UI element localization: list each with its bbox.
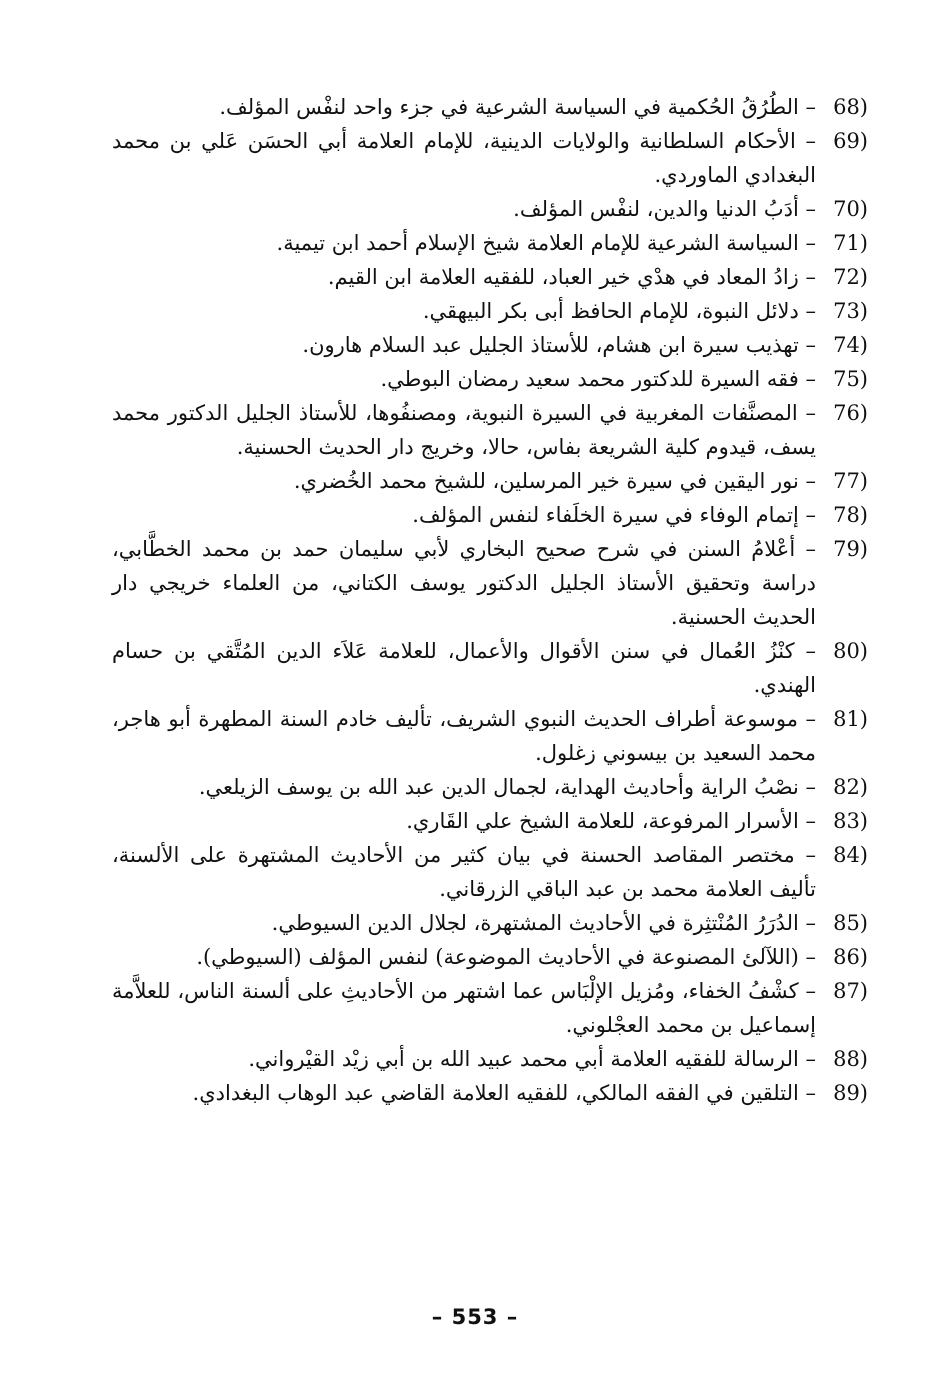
bibliography-entry bbox=[112, 532, 868, 634]
entry-text: – الرسالة للفقيه العلامة أبي محمد عبيد الله بن أبي زيْد القيْرواني. bbox=[248, 1047, 816, 1071]
entry-number: 78) bbox=[833, 503, 868, 527]
entry-text: – نور اليقين في سيرة خير المرسلين، للشيخ محمد الخُضري. bbox=[293, 469, 816, 493]
entry-text: – الأحكام السلطانية والولايات الدينية، للإمام العلامة أبي الحسَن عَلي بن محمد البغدادي الماوردي. bbox=[112, 129, 816, 187]
bibliography-entry bbox=[112, 328, 868, 362]
bibliography-entry bbox=[112, 974, 868, 1042]
entry-text: – زادُ المعاد في هدْي خير العباد، للفقيه العلامة ابن القيم. bbox=[327, 265, 816, 289]
entry-text: – أعْلامُ السنن في شرح صحيح البخاري لأبي سليمان حمد بن محمد الخطَّابي، دراسة وتحقيق الأستاذ الجليل الدكتور يوسف الكتاني، من العلماء خريجي دار الحديث الحسنية. bbox=[112, 537, 816, 629]
entry-text: – كنْزُ العُمال في سنن الأقوال والأعمال، للعلامة عَلاَء الدين المُتَّقي بن حسام الهندي. bbox=[112, 639, 816, 697]
bibliography-entry bbox=[112, 396, 868, 464]
entry-number: 75) bbox=[833, 367, 868, 391]
entry-number: 83) bbox=[833, 809, 868, 833]
bibliography-entry bbox=[112, 192, 868, 226]
entry-number: 72) bbox=[833, 265, 868, 289]
entry-text: – أدَبُ الدنيا والدين، لنفْس المؤلف. bbox=[513, 197, 816, 221]
entry-text: – الدُرَرُ المُنْتثِرة في الأحاديث المشتهرة، لجلال الدين السيوطي. bbox=[271, 911, 816, 935]
entry-number: 70) bbox=[833, 197, 868, 221]
entry-number: 87) bbox=[833, 979, 868, 1003]
bibliography-entry bbox=[112, 260, 868, 294]
bibliography-entry bbox=[112, 770, 868, 804]
entry-text: – فقه السيرة للدكتور محمد سعيد رمضان البوطي. bbox=[380, 367, 816, 391]
entry-text: – المصنَّفات المغربية في السيرة النبوية، ومصنفُوها، للأستاذ الجليل الدكتور محمد يسف، قيدوم كلية الشريعة بفاس، حالا، وخريج دار الحديث الحسنية. bbox=[112, 401, 816, 459]
bibliography-entry bbox=[112, 124, 868, 192]
entry-text: – الطُرُقُ الحُكمية في السياسة الشرعية في جزء واحد لنفْس المؤلف. bbox=[219, 95, 816, 119]
entry-text: – نصْبُ الراية وأحاديث الهداية، لجمال الدين عبد الله بن يوسف الزيلعي. bbox=[198, 775, 816, 799]
entry-number: 89) bbox=[833, 1081, 868, 1105]
entry-number: 69) bbox=[833, 129, 868, 153]
entry-text: – التلقين في الفقه المالكي، للفقيه العلامة القاضي عبد الوهاب البغدادي. bbox=[192, 1081, 816, 1105]
entry-number: 71) bbox=[833, 231, 868, 255]
entry-text: – إتمام الوفاء في سيرة الخلَفاء لنفس المؤلف. bbox=[412, 503, 816, 527]
entry-number: 81) bbox=[833, 707, 868, 731]
entry-number: 85) bbox=[833, 911, 868, 935]
entry-text: – كشْفُ الخفاء، ومُزيل الإلْبَاس عما اشتهر من الأحاديثِ على ألسنة الناس، للعلاَّمة إسماعيل بن محمد العجْلوني. bbox=[112, 979, 816, 1037]
entry-text: – مختصر المقاصد الحسنة في بيان كثير من الأحاديث المشتهرة على الألسنة، تأليف العلامة محمد بن عبد الباقي الزرقاني. bbox=[112, 843, 816, 901]
page-number: – 553 – bbox=[431, 1305, 519, 1329]
entry-number: 74) bbox=[833, 333, 868, 357]
bibliography-entry bbox=[112, 906, 868, 940]
entry-number: 77) bbox=[833, 469, 868, 493]
bibliography-entry bbox=[112, 362, 868, 396]
entry-number: 79) bbox=[833, 537, 868, 561]
entry-number: 68) bbox=[833, 95, 868, 119]
bibliography-list bbox=[112, 90, 868, 1110]
bibliography-entry bbox=[112, 90, 868, 124]
entry-number: 76) bbox=[833, 401, 868, 425]
entry-number: 80) bbox=[833, 639, 868, 663]
entry-text: – تهذيب سيرة ابن هشام، للأستاذ الجليل عبد السلام هارون. bbox=[302, 333, 816, 357]
entry-number: 84) bbox=[833, 843, 868, 867]
bibliography-entry bbox=[112, 634, 868, 702]
entry-text: – السياسة الشرعية للإمام العلامة شيخ الإسلام أحمد ابن تيمية. bbox=[276, 231, 816, 255]
entry-number: 82) bbox=[833, 775, 868, 799]
bibliography-entry bbox=[112, 702, 868, 770]
bibliography-entry bbox=[112, 294, 868, 328]
entry-number: 88) bbox=[833, 1047, 868, 1071]
bibliography-entry bbox=[112, 464, 868, 498]
entry-number: 86) bbox=[833, 945, 868, 969]
entry-text: – (اللآلئ المصنوعة في الأحاديث الموضوعة) لنفس المؤلف (السيوطي). bbox=[196, 945, 816, 969]
entry-text: – دلائل النبوة، للإمام الحافظ أبى بكر البيهقي. bbox=[422, 299, 816, 323]
bibliography-entry bbox=[112, 1076, 868, 1110]
entry-text: – الأسرار المرفوعة، للعلامة الشيخ علي القَاري. bbox=[406, 809, 816, 833]
bibliography-entry bbox=[112, 226, 868, 260]
entry-text: – موسوعة أطراف الحديث النبوي الشريف، تأليف خادم السنة المطهرة أبو هاجر، محمد السعيد بن بيسوني زغلول. bbox=[112, 707, 816, 765]
bibliography-entry bbox=[112, 804, 868, 838]
bibliography-entry bbox=[112, 1042, 868, 1076]
bibliography-entry bbox=[112, 498, 868, 532]
bibliography-entry bbox=[112, 838, 868, 906]
entry-number: 73) bbox=[833, 299, 868, 323]
bibliography-entry bbox=[112, 940, 868, 974]
